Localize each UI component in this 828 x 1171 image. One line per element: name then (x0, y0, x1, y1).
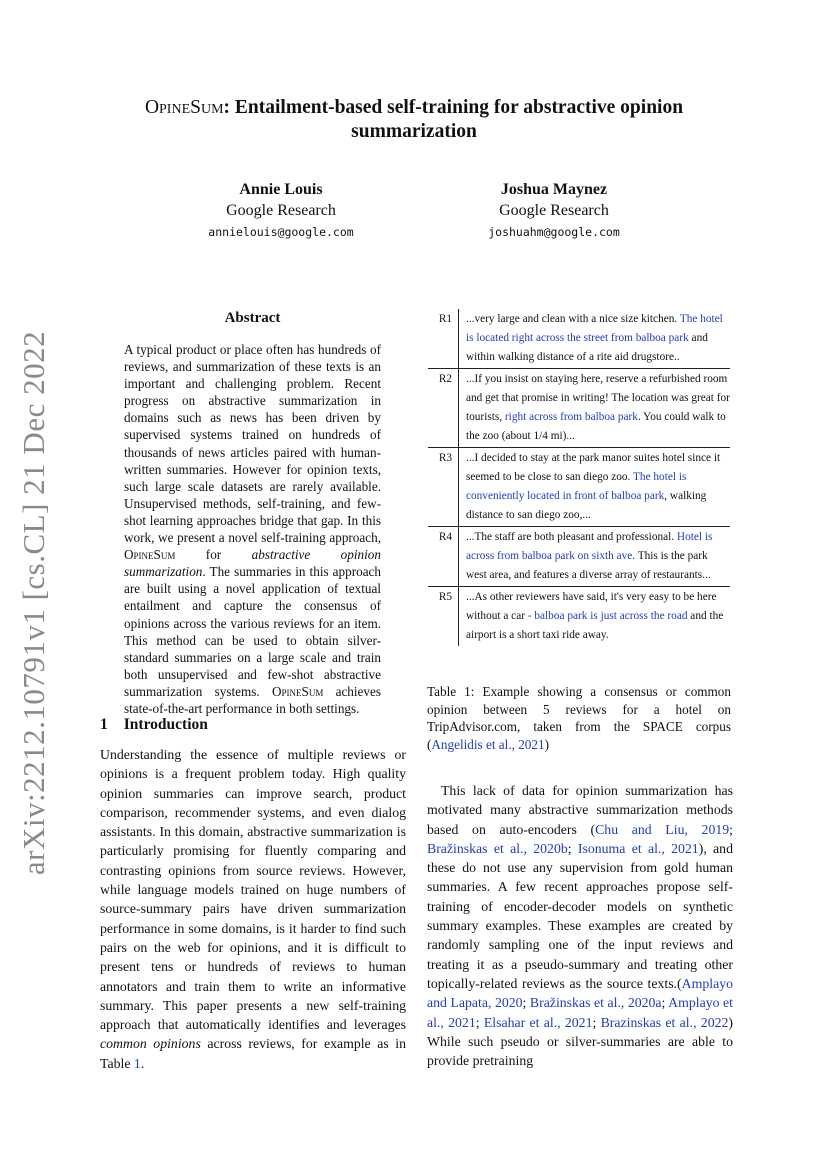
review-label: R1 (438, 313, 452, 325)
author-name: Annie Louis (239, 181, 323, 198)
table-row (428, 587, 730, 647)
table-row (428, 369, 730, 448)
review-text: ...If you insist on staying here, reserve a refurbished room and get that promise in writing! The location was great for tourists, right across from balboa park. You could walk to the zoo (about 1/4 mi)... (459, 369, 731, 448)
arxiv-stamp: arXiv:2212.10791v1 [cs.CL] 21 Dec 2022 (16, 330, 51, 876)
review-label: R4 (428, 527, 459, 587)
author-affiliation: Google Research (226, 202, 336, 219)
section-heading-introduction: 1 Introduction (100, 716, 208, 733)
review-label: R5 (428, 587, 459, 647)
citation-link[interactable]: Elsahar et al., 2021 (483, 1014, 593, 1030)
table-row (428, 527, 730, 587)
citation-link[interactable]: Amplayo and Lapata, 2020 (427, 975, 733, 1011)
review-table (428, 309, 730, 646)
review-text: ...As other reviewers have said, it's very easy to be here without a car - balboa park is just across the road and the airport is a short taxi ride away. (459, 587, 731, 647)
abstract-text: A typical product or place often has hundreds of reviews, and summarization of these texts is an important and challenging problem. Recent progress on abstractive summarization in domains such as news has been driven by supervised systems trained on hundreds of thousands of news articles paired with human-written summaries. However for opinion texts, such large scale datasets are rarely available. Unsupervised methods, self-training, and few-shot learning approaches bridge that gap. In this work, we present a novel self-training approach, OpineSum for abstractive opinion summarization. The summaries in this approach are built using a novel application of textual entailment and capture the consensus of opinions across the various reviews for an item. This method can be used to obtain silver-standard summaries on a large scale and train both unsupervised and few-shot abstractive summarization systems. OpineSum achieves state-of-the-art performance in both settings. (124, 342, 381, 716)
paper-title (90, 96, 738, 144)
intro-paragraph: Understanding the essence of multiple reviews or opinions is a frequent problem today. High quality opinion summaries can improve search, product comparison, recommender systems, and even dialog assistants. In this domain, abstractive summarization is particularly promising for fluently comparing and contrasting opinions from source reviews. However, while language models trained on huge numbers of source-summary pairs have driven summarization performance in some domains, is it harder to find such pairs on the web for opinions, and it is difficult to present tens or hundreds of reviews to human annotators and train them to write an informative summary. This paper presents a new self-training approach that automatically identifies and leverages common opinions across reviews, for example as in Table 1. (100, 747, 406, 1071)
author-affiliation: Google Research (499, 202, 609, 219)
citation-link[interactable]: Chu and Liu, 2019 (595, 821, 730, 837)
table-reference-link[interactable]: 1 (133, 1055, 141, 1071)
title-line1: : Entailment-based self-training for abstractive opinion (223, 97, 684, 118)
citation-link[interactable]: Bražinskas et al., 2020a (529, 995, 662, 1011)
citation-link[interactable]: Isonuma et al., 2021 (577, 840, 699, 856)
author-name: Joshua Maynez (500, 181, 608, 198)
citation-link[interactable]: Angelidis et al., 2021 (431, 736, 545, 752)
author-email: annielouis@google.com (208, 225, 354, 239)
title-system-name: OpineSum (144, 97, 224, 118)
citation-link[interactable]: Bražinskas et al., 2020b (427, 840, 568, 856)
citation-link[interactable]: Brazinskas et al., 2022 (600, 1014, 729, 1030)
body-paragraph: This lack of data for opinion summarization has motivated many abstractive summarization methods based on auto-encoders (Chu and Liu, 2019; Bražinskas et al., 2020b; Isonuma et al., 2021), and these do not use any supervision from gold human summaries. A few recent approaches propose self-training of encoder-decoder models on synthetic summary examples. These examples are created by randomly sampling one of the input reviews and treating it as a pseudo-summary and treating other topically-related reviews as the source texts.(Amplayo and Lapata, 2020; Bražinskas et al., 2020a; Amplayo et al., 2021; Elsahar et al., 2021; Brazinskas et al., 2022) While such pseudo or silver-summaries are able to provide pretraining (427, 783, 733, 1069)
table-row (428, 448, 730, 527)
title-line2: summarization (351, 121, 477, 142)
review-text: ...The staff are both pleasant and professional. Hotel is across from balboa park on sixth ave. This is the park west area, and features a diverse array of restaurants... (459, 527, 731, 587)
table-row (428, 309, 730, 369)
author-email: joshuahm@google.com (488, 225, 620, 239)
review-label: R3 (428, 448, 459, 527)
table-caption: Table 1: Example showing a consensus or common opinion between 5 reviews for a hotel on TripAdvisor.com, taken from the SPACE corpus (Angelidis et al., 2021) (427, 684, 731, 752)
review-label: R2 (428, 369, 459, 448)
author-block-2 (439, 179, 669, 242)
abstract-heading: Abstract (224, 310, 281, 326)
author-block-1 (166, 179, 396, 242)
review-text: ...I decided to stay at the park manor suites hotel since it seemed to be close to san diego zoo. The hotel is conveniently located in front of balboa park, walking distance to san diego zoo,... (459, 448, 731, 527)
review-text: ...very large and clean with a nice size kitchen. The hotel is located right across the street from balboa park and within walking distance of a rite aid drugstore.. (459, 309, 731, 369)
citation-link[interactable]: Amplayo et al., 2021 (427, 995, 733, 1030)
